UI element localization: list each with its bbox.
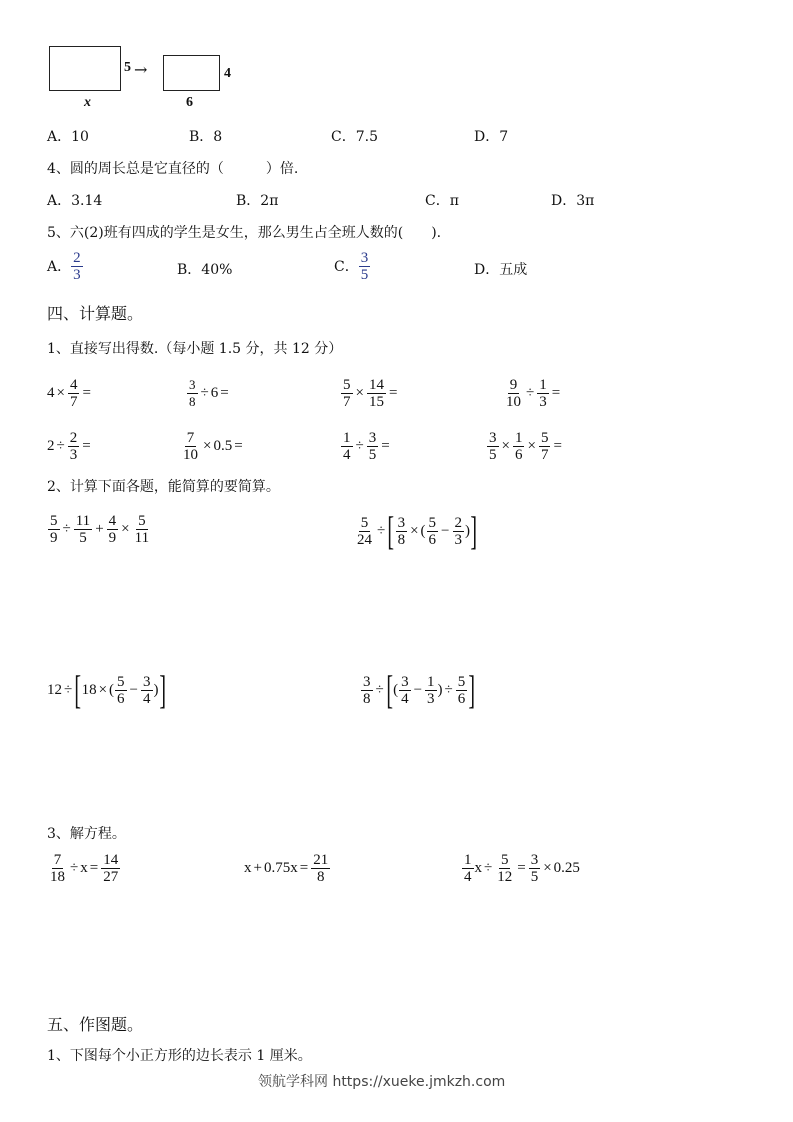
operator: ÷ bbox=[375, 681, 384, 698]
fraction bbox=[141, 674, 153, 707]
q5-option-c bbox=[334, 250, 370, 283]
fraction-numerator: 1 bbox=[539, 377, 547, 393]
fraction-denominator: 6 bbox=[428, 531, 437, 548]
fraction bbox=[187, 377, 198, 410]
equation-3 bbox=[461, 852, 580, 885]
fraction-denominator: 5 bbox=[530, 869, 539, 885]
fraction bbox=[107, 513, 119, 546]
fraction bbox=[427, 515, 439, 548]
fraction-numerator: 1 bbox=[427, 673, 435, 690]
fraction-denominator: 10 bbox=[183, 447, 198, 463]
fraction-numerator: 1 bbox=[343, 430, 351, 446]
fraction-numerator: 3 bbox=[401, 673, 409, 690]
operator: × bbox=[355, 385, 364, 401]
calc-expression-2 bbox=[354, 508, 477, 553]
operator: ÷ bbox=[484, 860, 493, 876]
fraction-denominator: 5 bbox=[360, 267, 369, 283]
variable: x bbox=[244, 860, 252, 876]
operator: × bbox=[98, 681, 108, 698]
fraction-denominator: 5 bbox=[368, 447, 377, 463]
operator: ÷ bbox=[200, 385, 209, 401]
fraction-denominator: 8 bbox=[316, 869, 325, 885]
q5-option-b: B．40% bbox=[177, 262, 233, 278]
direct-calc-2 bbox=[186, 377, 231, 410]
fraction-denominator: 8 bbox=[363, 690, 371, 707]
equals: = bbox=[299, 860, 309, 876]
fraction bbox=[341, 377, 353, 410]
operator: ÷ bbox=[444, 681, 453, 698]
fraction-numerator: 2 bbox=[73, 250, 81, 266]
operator: ÷ bbox=[70, 860, 79, 876]
operator: ÷ bbox=[56, 438, 65, 454]
fraction-denominator: 7 bbox=[69, 394, 78, 410]
fraction-numerator: 2 bbox=[454, 514, 462, 531]
section4-sub2: 2、计算下面各题，能简算的要简算。 bbox=[47, 479, 280, 495]
operator: + bbox=[253, 860, 262, 876]
fraction bbox=[539, 430, 551, 463]
fraction bbox=[396, 515, 408, 548]
fraction-numerator: 3 bbox=[143, 673, 151, 690]
fraction-denominator: 8 bbox=[397, 531, 406, 548]
operator: ÷ bbox=[377, 522, 386, 539]
operator: − bbox=[441, 522, 450, 539]
fraction bbox=[495, 852, 514, 885]
fraction-denominator: 7 bbox=[540, 447, 549, 463]
operand: 12 bbox=[47, 681, 62, 698]
operator: ÷ bbox=[526, 385, 535, 401]
fraction-denominator: 5 bbox=[489, 447, 497, 463]
equals: = bbox=[89, 860, 99, 876]
direct-calc-1 bbox=[47, 377, 93, 410]
section5-sub1: 1、下图每个小正方形的边长表示 1 厘米。 bbox=[47, 1048, 312, 1064]
fraction-denominator: 3 bbox=[539, 394, 547, 410]
q4-option-a: A．3.14 bbox=[47, 193, 103, 209]
fraction bbox=[537, 377, 549, 410]
q5-option-a-prefix: A． bbox=[47, 258, 72, 275]
fraction bbox=[48, 513, 60, 546]
fraction-numerator: 5 bbox=[360, 514, 369, 531]
fraction-denominator: 4 bbox=[343, 447, 351, 463]
fraction-numerator: 14 bbox=[103, 852, 119, 868]
fraction-denominator: 3 bbox=[73, 267, 81, 283]
fraction bbox=[462, 852, 474, 885]
fraction-numerator: 7 bbox=[186, 430, 195, 446]
fraction-denominator: 27 bbox=[103, 869, 119, 885]
fraction bbox=[341, 430, 353, 463]
fraction bbox=[529, 852, 541, 885]
operator: × bbox=[121, 521, 130, 537]
fraction bbox=[399, 674, 411, 707]
variable: x bbox=[80, 860, 88, 876]
equals: = bbox=[82, 385, 91, 401]
operator: − bbox=[413, 681, 423, 698]
q5-option-a-fraction bbox=[71, 250, 83, 283]
section5-title: 五、作图题。 bbox=[47, 1015, 144, 1034]
fraction-numerator: 3 bbox=[360, 250, 369, 266]
q5-option-c-fraction bbox=[359, 250, 371, 283]
direct-calc-5 bbox=[47, 430, 93, 463]
fraction-denominator: 18 bbox=[50, 869, 65, 885]
fraction-denominator: 8 bbox=[189, 394, 196, 409]
rectangle-right bbox=[163, 55, 220, 91]
fraction-denominator: 10 bbox=[506, 394, 521, 410]
direct-calc-6 bbox=[180, 430, 245, 463]
fraction-numerator: 5 bbox=[117, 673, 125, 690]
fraction-numerator: 5 bbox=[500, 852, 509, 868]
right-bracket: ] bbox=[468, 667, 476, 712]
right-bracket: ] bbox=[158, 667, 166, 712]
q5-option-c-prefix: C． bbox=[334, 258, 359, 275]
fraction-denominator: 4 bbox=[401, 690, 409, 707]
operand: 6 bbox=[210, 385, 219, 401]
fraction-denominator: 3 bbox=[69, 447, 78, 463]
operator: ÷ bbox=[62, 521, 71, 537]
label-x: x bbox=[84, 95, 91, 110]
fraction bbox=[48, 852, 67, 885]
calc-expression-4 bbox=[360, 667, 476, 712]
fraction-denominator: 11 bbox=[134, 530, 150, 546]
q3-option-a: A．10 bbox=[47, 129, 89, 145]
left-bracket: [ bbox=[74, 667, 82, 712]
operator: + bbox=[95, 521, 104, 537]
arrow-icon: → bbox=[134, 60, 148, 79]
fraction-numerator: 2 bbox=[69, 430, 78, 446]
fraction-numerator: 5 bbox=[138, 513, 146, 529]
fraction-numerator: 5 bbox=[428, 514, 437, 531]
fraction-numerator: 4 bbox=[69, 377, 78, 393]
operand: 0.25 bbox=[553, 860, 580, 876]
left-paren: ( bbox=[109, 681, 115, 698]
left-bracket: [ bbox=[387, 508, 395, 553]
q3-option-d: D．7 bbox=[474, 129, 509, 145]
operator: × bbox=[501, 438, 510, 454]
footer-watermark: 领航学科网 https://xueke.jmkzh.com bbox=[258, 1074, 506, 1090]
equation-1 bbox=[47, 852, 121, 885]
fraction bbox=[513, 430, 525, 463]
q5-option-a bbox=[47, 250, 83, 283]
fraction-numerator: 14 bbox=[368, 377, 384, 393]
fraction-denominator: 15 bbox=[368, 394, 384, 410]
fraction-denominator: 7 bbox=[343, 394, 351, 410]
q3-option-b: B．8 bbox=[189, 129, 223, 145]
fraction-numerator: 5 bbox=[50, 513, 58, 529]
section4-sub1: 1、直接写出得数.（每小题 1.5 分，共 12 分） bbox=[47, 341, 343, 357]
fraction-numerator: 1 bbox=[514, 430, 523, 446]
section4-title: 四、计算题。 bbox=[47, 304, 144, 323]
equals: = bbox=[381, 438, 390, 454]
operand: 2 bbox=[47, 438, 55, 454]
right-paren: ) bbox=[153, 681, 159, 698]
direct-calc-7 bbox=[340, 430, 392, 463]
fraction bbox=[115, 674, 127, 707]
calc-expression-3 bbox=[47, 667, 166, 712]
equals: = bbox=[517, 860, 526, 876]
fraction-denominator: 6 bbox=[457, 690, 466, 707]
fraction-numerator: 21 bbox=[313, 852, 329, 868]
equals: = bbox=[234, 438, 243, 454]
operand: 0.5 bbox=[213, 438, 233, 454]
equals: = bbox=[82, 438, 91, 454]
fraction bbox=[425, 674, 437, 707]
q4-option-c: C．π bbox=[425, 193, 459, 209]
right-paren: ) bbox=[437, 681, 443, 698]
fraction bbox=[504, 377, 523, 410]
fraction-numerator: 3 bbox=[189, 377, 196, 392]
equation-2 bbox=[244, 852, 331, 885]
fraction bbox=[361, 674, 373, 707]
direct-calc-3 bbox=[340, 377, 399, 410]
fraction bbox=[74, 513, 92, 546]
fraction bbox=[68, 430, 80, 463]
fraction-numerator: 5 bbox=[343, 377, 351, 393]
direct-calc-4 bbox=[503, 377, 562, 410]
label-side-4: 4 bbox=[224, 66, 231, 81]
fraction-denominator: 3 bbox=[454, 531, 462, 548]
fraction-numerator: 11 bbox=[75, 513, 91, 529]
variable: x bbox=[474, 860, 482, 876]
fraction-denominator: 6 bbox=[117, 690, 125, 707]
fraction bbox=[133, 513, 151, 546]
equals: = bbox=[551, 385, 561, 401]
q5-option-d: D．五成 bbox=[474, 262, 528, 278]
fraction-denominator: 3 bbox=[427, 690, 435, 707]
fraction-denominator: 9 bbox=[108, 530, 117, 546]
fraction-numerator: 7 bbox=[53, 852, 62, 868]
fraction bbox=[68, 377, 80, 410]
operator: − bbox=[129, 681, 138, 698]
operator: × bbox=[56, 385, 65, 401]
right-paren: ) bbox=[465, 522, 470, 539]
fraction bbox=[181, 430, 200, 463]
fraction-numerator: 4 bbox=[108, 513, 117, 529]
fraction-denominator: 9 bbox=[50, 530, 58, 546]
left-paren: ( bbox=[393, 681, 399, 698]
operator: ÷ bbox=[355, 438, 364, 454]
fraction-denominator: 24 bbox=[357, 531, 372, 548]
fraction bbox=[101, 852, 120, 885]
left-bracket: [ bbox=[386, 667, 393, 712]
fraction bbox=[456, 674, 468, 707]
label-bottom-6: 6 bbox=[186, 95, 193, 110]
q4-option-d: D．3π bbox=[551, 193, 595, 209]
fraction-numerator: 3 bbox=[363, 673, 371, 690]
right-bracket: ] bbox=[470, 508, 477, 553]
fraction-numerator: 3 bbox=[397, 514, 406, 531]
fraction bbox=[453, 515, 465, 548]
fraction-numerator: 5 bbox=[457, 673, 466, 690]
fraction-denominator: 5 bbox=[79, 530, 87, 546]
equals: = bbox=[220, 385, 229, 401]
operand: 4 bbox=[47, 385, 55, 401]
fraction-denominator: 4 bbox=[143, 690, 151, 707]
q3-option-c: C．7.5 bbox=[331, 129, 378, 145]
fraction-denominator: 6 bbox=[514, 447, 523, 463]
q5-question: 5、六(2)班有四成的学生是女生，那么男生占全班人数的( ). bbox=[47, 225, 442, 241]
fraction-denominator: 12 bbox=[497, 869, 513, 885]
fraction-numerator: 9 bbox=[509, 377, 518, 393]
label-side-5: 5 bbox=[124, 60, 131, 75]
fraction bbox=[367, 377, 386, 410]
operator: × bbox=[203, 438, 212, 454]
fraction bbox=[355, 515, 374, 548]
fraction-numerator: 1 bbox=[464, 852, 472, 868]
equals: = bbox=[388, 385, 398, 401]
rectangle-left bbox=[49, 46, 121, 91]
operand: 18 bbox=[81, 681, 97, 698]
q4-question: 4、圆的周长总是它直径的（ ）倍. bbox=[47, 161, 299, 177]
left-paren: ( bbox=[420, 522, 426, 539]
fraction bbox=[311, 852, 330, 885]
operator: × bbox=[543, 860, 552, 876]
term: 0.75x bbox=[263, 860, 298, 876]
operator: × bbox=[410, 522, 419, 539]
operator: ÷ bbox=[64, 681, 73, 698]
fraction-numerator: 3 bbox=[530, 852, 539, 868]
fraction-denominator: 4 bbox=[464, 869, 472, 885]
fraction bbox=[487, 430, 499, 463]
fraction-numerator: 3 bbox=[368, 430, 377, 446]
operator: × bbox=[527, 438, 536, 454]
q4-option-b: B．2π bbox=[236, 193, 279, 209]
fraction-numerator: 5 bbox=[540, 430, 549, 446]
fraction-numerator: 3 bbox=[489, 430, 497, 446]
fraction bbox=[367, 430, 379, 463]
direct-calc-8 bbox=[486, 430, 564, 463]
section4-sub3: 3、解方程。 bbox=[47, 826, 126, 842]
calc-expression-1 bbox=[47, 513, 152, 546]
equals: = bbox=[553, 438, 562, 454]
